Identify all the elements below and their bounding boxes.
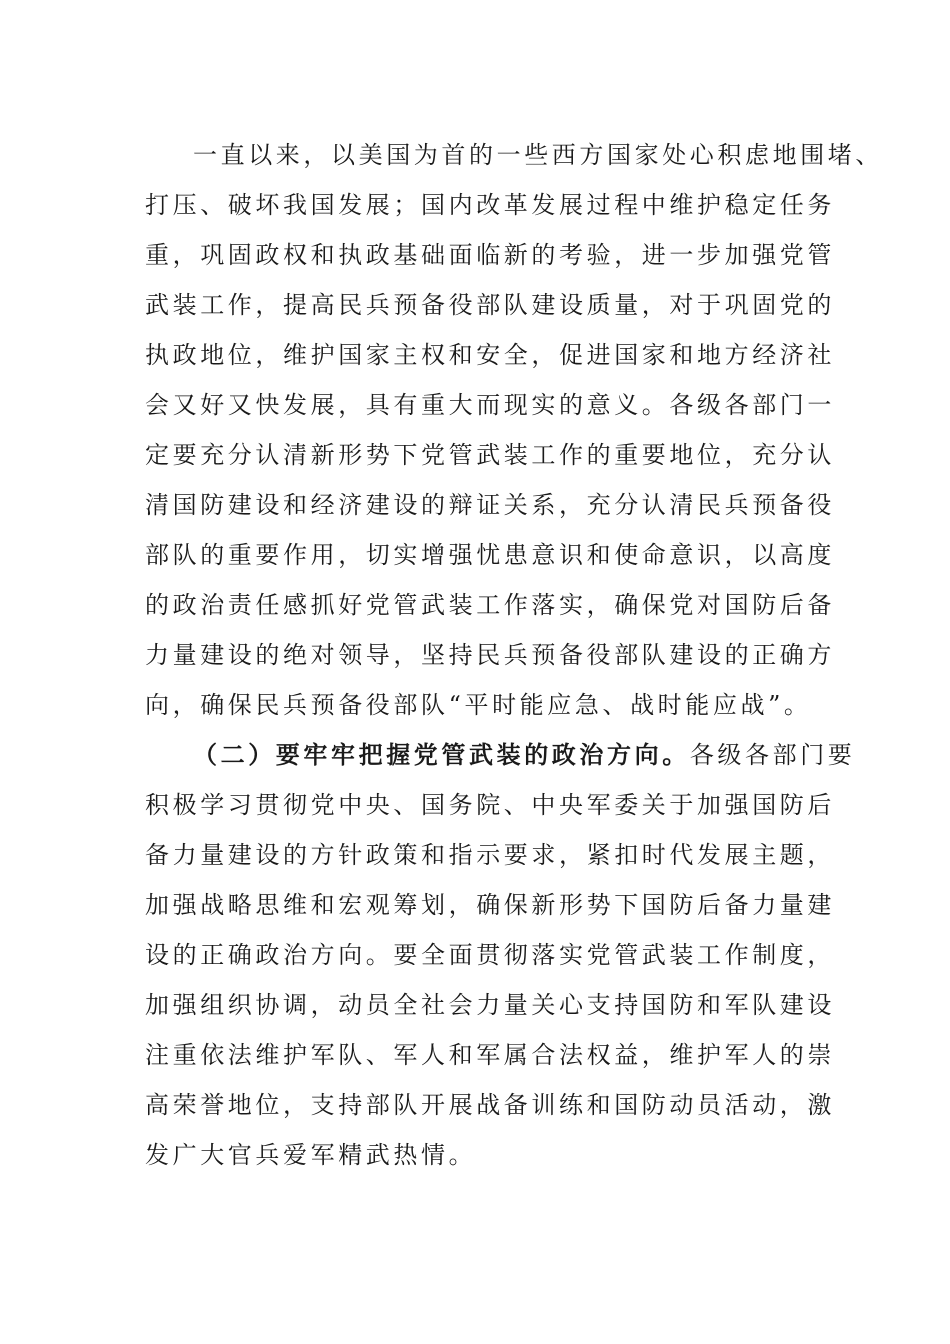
text-line: 武装工作，提高民兵预备役部队建设质量，对于巩固党的 <box>145 291 835 319</box>
text-line: 执政地位，维护国家主权和安全，促进国家和地方经济社 <box>145 341 835 369</box>
text-line: 重，巩固政权和执政基础面临新的考验，进一步加强党管 <box>145 241 835 269</box>
heading-line-text: 各级各部门要 <box>689 741 856 769</box>
text-line: 加强战略思维和宏观筹划，确保新形势下国防后备力量建 <box>145 891 835 919</box>
text-line: 的政治责任感抓好党管武装工作落实，确保党对国防后备 <box>145 591 835 619</box>
text-line: 清国防建设和经济建设的辩证关系，充分认清民兵预备役 <box>145 491 835 519</box>
text-line: 向，确保民兵预备役部队“平时能应急、战时能应战”。 <box>145 691 812 719</box>
text-line: 注重依法维护军队、军人和军属合法权益，维护军人的崇 <box>145 1041 835 1069</box>
text-line: 会又好又快发展，具有重大而现实的意义。各级各部门一 <box>145 391 835 419</box>
text-line: 备力量建设的方针政策和指示要求，紧扣时代发展主题， <box>145 841 835 869</box>
text-line: 打压、破坏我国发展；国内改革发展过程中维护稳定任务 <box>145 191 835 219</box>
text-line: 加强组织协调，动员全社会力量关心支持国防和军队建设 <box>145 991 835 1019</box>
text-line: 高荣誉地位，支持部队开展战备训练和国防动员活动，激 <box>145 1091 835 1119</box>
text-line <box>193 735 873 775</box>
text-line: 积极学习贯彻党中央、国务院、中央军委关于加强国防后 <box>145 791 835 819</box>
text-line: 部队的重要作用，切实增强忧患意识和使命意识，以高度 <box>145 541 835 569</box>
text-line: 发广大官兵爱军精武热情。 <box>145 1141 477 1169</box>
text-line: 设的正确政治方向。要全面贯彻落实党管武装工作制度， <box>145 941 835 969</box>
text-line: 一直以来，以美国为首的一些西方国家处心积虑地围堵、 <box>193 141 883 169</box>
text-line: 力量建设的绝对领导，坚持民兵预备役部队建设的正确方 <box>145 641 835 669</box>
text-line: 定要充分认清新形势下党管武装工作的重要地位，充分认 <box>145 441 835 469</box>
section-heading: （二）要牢牢把握党管武装的政治方向。 <box>193 740 690 769</box>
